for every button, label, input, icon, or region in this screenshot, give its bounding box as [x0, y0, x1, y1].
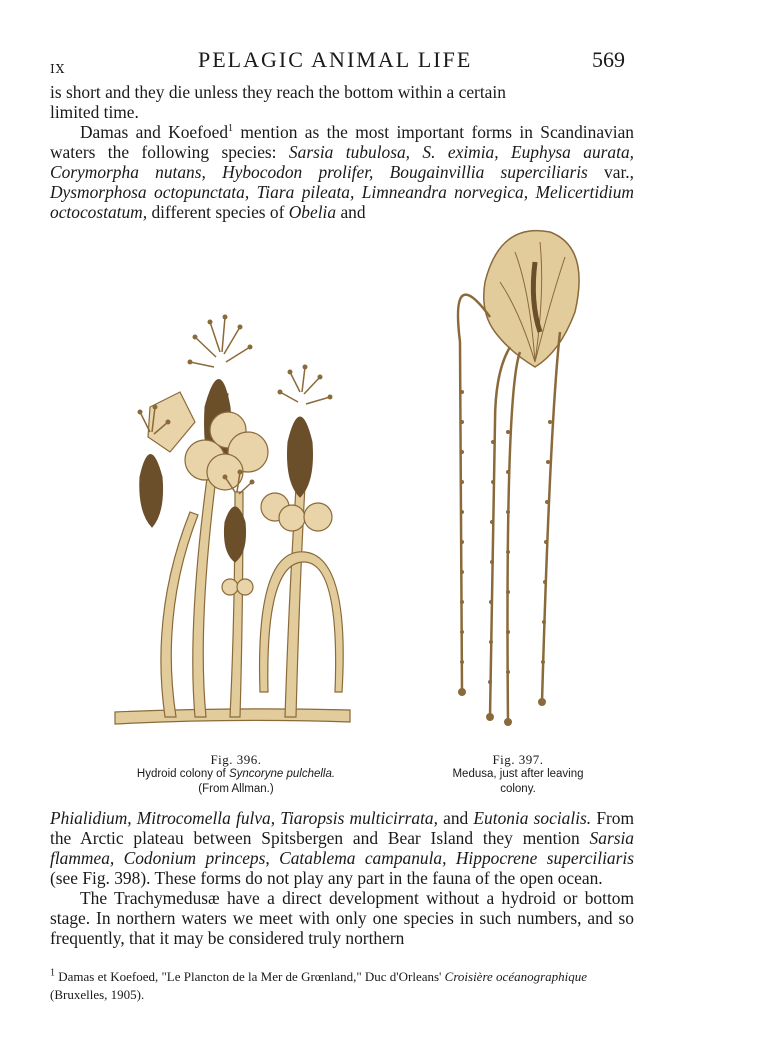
paragraph1-line1: is short and they die unless they reach the bottom within a certain	[50, 82, 506, 102]
chapter-number: IX	[50, 62, 66, 76]
p3-species2: Eutonia socialis.	[473, 808, 592, 828]
footnote	[50, 968, 634, 1004]
footnote-text1: Damas et Koefoed, "Le Plancton de la Mer de Grœnland," Duc d'Orleans'	[55, 969, 445, 984]
footnote-marker: 1	[228, 123, 234, 135]
footnote-number: 1	[50, 967, 55, 979]
medusa-bud-9	[222, 579, 238, 595]
tentacle-3	[508, 352, 521, 722]
figure-396-caption-prefix: Hydroid colony of	[136, 768, 229, 780]
figure-397-caption-line1: Medusa, just after leaving	[452, 768, 584, 780]
figure-397-caption-line2: colony.	[500, 783, 536, 795]
running-title: PELAGIC ANIMAL LIFE	[198, 47, 473, 72]
figure-396-number: Fig. 396.	[210, 752, 262, 767]
paragraph-trachymedusae: The Trachymedusæ have a direct development without a hydroid or bottom stage. In northern waters we meet with only one species in such numbers, and so frequently, that it may be considered truly northern	[50, 888, 634, 948]
medusa-bud-5	[148, 392, 195, 452]
p2-text2: mention as the most important forms in Scandinavian waters the following species:	[50, 122, 634, 162]
page-number: 569	[592, 47, 625, 72]
paragraph-species-continued	[50, 808, 634, 888]
tentacles-center	[190, 317, 250, 367]
p3-text1: and	[437, 808, 474, 828]
p3-text2: From the Arctic plateau between Spitsbergen and Bear Island they mention	[50, 808, 635, 848]
p2-text3: var.,	[587, 162, 634, 182]
medusa-bud-10	[237, 579, 253, 595]
tentacle-4	[542, 332, 560, 702]
medusa-bud-7	[279, 505, 305, 531]
figure-396-credit: (From Allman.)	[198, 783, 274, 795]
medusa-bud-8	[304, 503, 332, 531]
p2-species3: Obelia	[288, 202, 337, 222]
tentacle-nematocyst-clusters	[458, 390, 552, 726]
figure-397-caption	[428, 752, 608, 797]
p2-text1: Damas and Koefoed	[80, 122, 229, 142]
bottom-text-block	[50, 808, 634, 948]
figure-397-number: Fig. 397.	[492, 752, 544, 767]
figure-396-description	[106, 767, 366, 782]
p2-species2: Dysmorphosa octopunctata, Tiara pileata, Limneandra norvegica, Melicertidium octocostatum,	[50, 182, 634, 222]
figure-396-illustration	[110, 312, 360, 744]
p2-text5: and	[336, 202, 366, 222]
figure-396-caption	[106, 752, 366, 797]
p2-species1: Sarsia tubulosa, S. eximia, Euphysa aurata, Corymorpha nutans, Hybocodon prolifer, Bougainvillia superciliaris	[50, 142, 635, 182]
p3-species1: Phialidium, Mitrocomella fulva, Tiaropsis multicirrata,	[50, 808, 438, 828]
paragraph-species-list	[50, 122, 634, 222]
figure-397-illustration	[440, 222, 585, 730]
figure-396-species: Syncoryne pulchella.	[228, 768, 336, 780]
p2-text4: different species of	[147, 202, 289, 222]
paragraph1-line2: limited time.	[50, 102, 139, 122]
footnote-title: Croisière océanographique	[444, 969, 588, 984]
top-text-block	[50, 82, 634, 222]
polyp-right	[288, 417, 313, 497]
tentacles-right	[280, 367, 330, 404]
p3-species3: Sarsia flammea, Codonium princeps, Catablema campanula, Hippocrene superciliaris	[50, 828, 634, 868]
polyp-left	[140, 455, 163, 528]
stalk-left	[161, 512, 198, 717]
footnote-text2: (Bruxelles, 1905).	[50, 987, 145, 1002]
paragraph-continuation	[50, 82, 634, 122]
p3-text3: (see Fig. 398). These forms do not play any part in the fauna of the open ocean.	[50, 868, 603, 888]
